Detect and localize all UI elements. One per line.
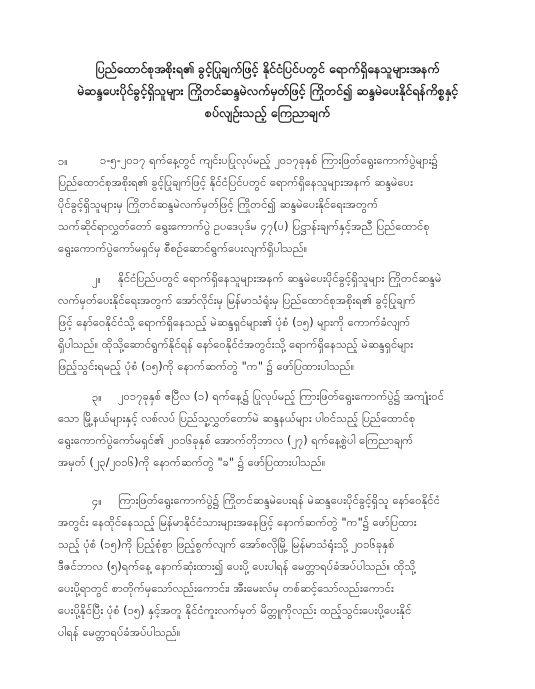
paragraph-number-label: ၁။ bbox=[58, 155, 68, 168]
paragraph-line: ရှိပါသည်။ ထိုသို့ဆောင်ရွက်နိုင်ရန် နော်ဝေနိုင်ငံအတွင်းသို့ ရောက်ရှိနေသည့် မဲဆန္ဒရှင်များ bbox=[58, 338, 414, 351]
paragraph-line: ၁-၅-၂၀၁၇ ရက်နေ့တွင် ကျင်းပပြုလုပ်မည့် ၂၀၁၇ခုနှစ် ကြားဖြတ်ရွေးကောက်ပွဲများ၌ bbox=[100, 154, 438, 167]
title-line: ပြည်ထောင်စုအစိုးရ၏ ခွင့်ပြုချက်ဖြင့် နိုင်ငံပြင်ပတွင် ရောက်ရှိနေသူများအနက် bbox=[95, 61, 440, 76]
paragraph-2 bbox=[58, 268, 520, 378]
paragraph-line: အမှတ် (၂၃/၂၀၁၆)ကို နောက်ဆက်တွဲ "ခ" ၌ ဖော်ပြထားပါသည်။ bbox=[58, 456, 326, 469]
paragraph-line: ပေးပို့ရာတွင် စာတိုက်မှသော်လည်းကောင်း၊ အီးမေးလ်မှ တစ်ဆင့်သော်လည်းကောင်း bbox=[58, 582, 394, 595]
paragraph-line: သက်ဆိုင်ရာလွှတ်တော် ရွေးကောက်ပွဲ ဥပဒေပုဒ်မ ၄၇(ပ) ပြဋ္ဌာန်းချက်နှင့်အညီ ပြည်ထောင်စု bbox=[58, 220, 430, 233]
document-title bbox=[20, 58, 515, 124]
paragraph-number-label: ၃။ bbox=[92, 391, 102, 404]
paragraph-line: ရွေးကောက်ပွဲကော်မရှင်၏ ၂၀၁၆ခုနှစ် အောက်တိုဘာလ (၂၇) ရက်နေ့စွဲပါ ကြေညာချက် bbox=[58, 434, 414, 447]
paragraph-line: နိုင်ငံပြည်ပတွင် ရောက်ရှိနေသူများအနက် ဆန္ဒမဲပေးပိုင်ခွင့်ရှိသူများ ကြိုတင်ဆန္ဒမဲ bbox=[118, 272, 442, 285]
title-line: မဲဆန္ဒပေးပိုင်ခွင့်ရှိသူများ ကြိုတင်ဆန္ဒမဲလက်မှတ်ဖြင့် ကြိုတင်၍ ဆန္ဒမဲပေးနိုင်ရန်ကိစ္စနှင့် bbox=[77, 83, 458, 98]
paragraph-line: သော မြို့နယ်များနှင့် လစ်လပ် ပြည်သူ့လွှတ်တော်မဲ ဆန္ဒနယ်များ ပါဝင်သည့် ပြည်ထောင်စု bbox=[58, 412, 416, 425]
paragraph-number-label: ၄။ bbox=[92, 495, 102, 508]
paragraph-line: ပြည်ထောင်စုအစိုးရ၏ ခွင့်ပြုချက်ဖြင့် နိုင်ငံပြင်ပတွင် ရောက်ရှိနေသူများအနက် ဆန္ဒမဲပေး bbox=[58, 176, 413, 189]
paragraph-line: ရွေးကောက်ပွဲကော်မရှင်မှ စီစဉ်ဆောင်ရွက်ပေးလျက်ရှိပါသည်။ bbox=[58, 242, 308, 255]
title-line: စပ်လျဉ်းသည့် ကြေညာချက် bbox=[204, 105, 331, 120]
paragraph-line: ၂၀၁၇ခုနှစ် ဧပြီလ (၁) ရက်နေ့၌ ပြုလုပ်မည့် ကြားဖြတ်ရွေးကောက်ပွဲ၌ အကျုံးဝင် bbox=[118, 390, 445, 403]
paragraph-1 bbox=[58, 150, 520, 260]
paragraph-line: ပါရန် မေတ္တာရပ်ခံအပ်ပါသည်။ bbox=[58, 626, 181, 639]
paragraph-line: လက်မှတ်ပေးနိုင်ရေးအတွက် အော်လိုင်းမှ မြန်မာသံရုံးမှ ပြည်ထောင်စုအစိုးရ၏ ခွင့်ပြုချက် bbox=[58, 294, 416, 307]
paragraph-line: ကြားဖြတ်ရွေးကောက်ပွဲ၌ ကြိုတင်ဆန္ဒမဲပေးရန် မဲဆန္ဒပေးပိုင်ခွင့်ရှိသူ နော်ဝေနိုင်ငံ bbox=[118, 494, 440, 507]
paragraph-3 bbox=[58, 386, 520, 474]
paragraph-4 bbox=[58, 490, 520, 644]
paragraph-line: အတွင်း နေထိုင်နေသည့် မြန်မာနိုင်ငံသားများအနေဖြင့် နောက်ဆက်တွဲ "က"၌ ဖော်ပြထား bbox=[58, 516, 417, 529]
paragraph-line: ပိုင်ခွင့်ရှိသူများမှ ကြိုတင်ဆန္ဒမဲလက်မှတ်ဖြင့် ကြိုတင်၍ ဆန္ဒမဲပေးနိုင်ရေးအတွက် bbox=[58, 198, 379, 211]
paragraph-line: ဒီဇင်ဘာလ (၅)ရက်နေ့ နောက်ဆုံးထား၍ ပေးပို့ ပေးပါရန် မေတ္တာရပ်ခံအပ်ပါသည်။ ထိုသို့ bbox=[58, 560, 416, 573]
paragraph-line: ဖြင့် နော်ဝေနိုင်ငံသို့ ရောက်ရှိနေသည့် မဲဆန္ဒရှင်များ၏ ပုံစံ (၁၅) များကို ကောက်ခံလျက် bbox=[58, 316, 411, 329]
paragraph-line: သည့် ပုံစံ (၁၅)ကို ပြည့်စုံစွာ ဖြည့်စွက်လျက် အော်စလိုမြို့ မြန်မာသံရုံးသို့ ၂၀၁၆ခုနှစ် bbox=[58, 538, 395, 551]
paragraph-number-label: ၂။ bbox=[92, 273, 101, 286]
paragraph-line: ပေးပို့နိုင်ပြီး ပုံစံ (၁၅) နှင့်အတူ နိုင်ငံကူးလက်မှတ် မိတ္တူကိုလည်း ထည့်သွင်းပေးပို့ပေးနိုင် bbox=[58, 604, 412, 617]
paragraph-line: ဖြည့်သွင်းရမည့် ပုံစံ (၁၅)ကို နောက်ဆက်တွဲ "က" ၌ ဖော်ပြထားပါသည်။ bbox=[58, 360, 355, 373]
